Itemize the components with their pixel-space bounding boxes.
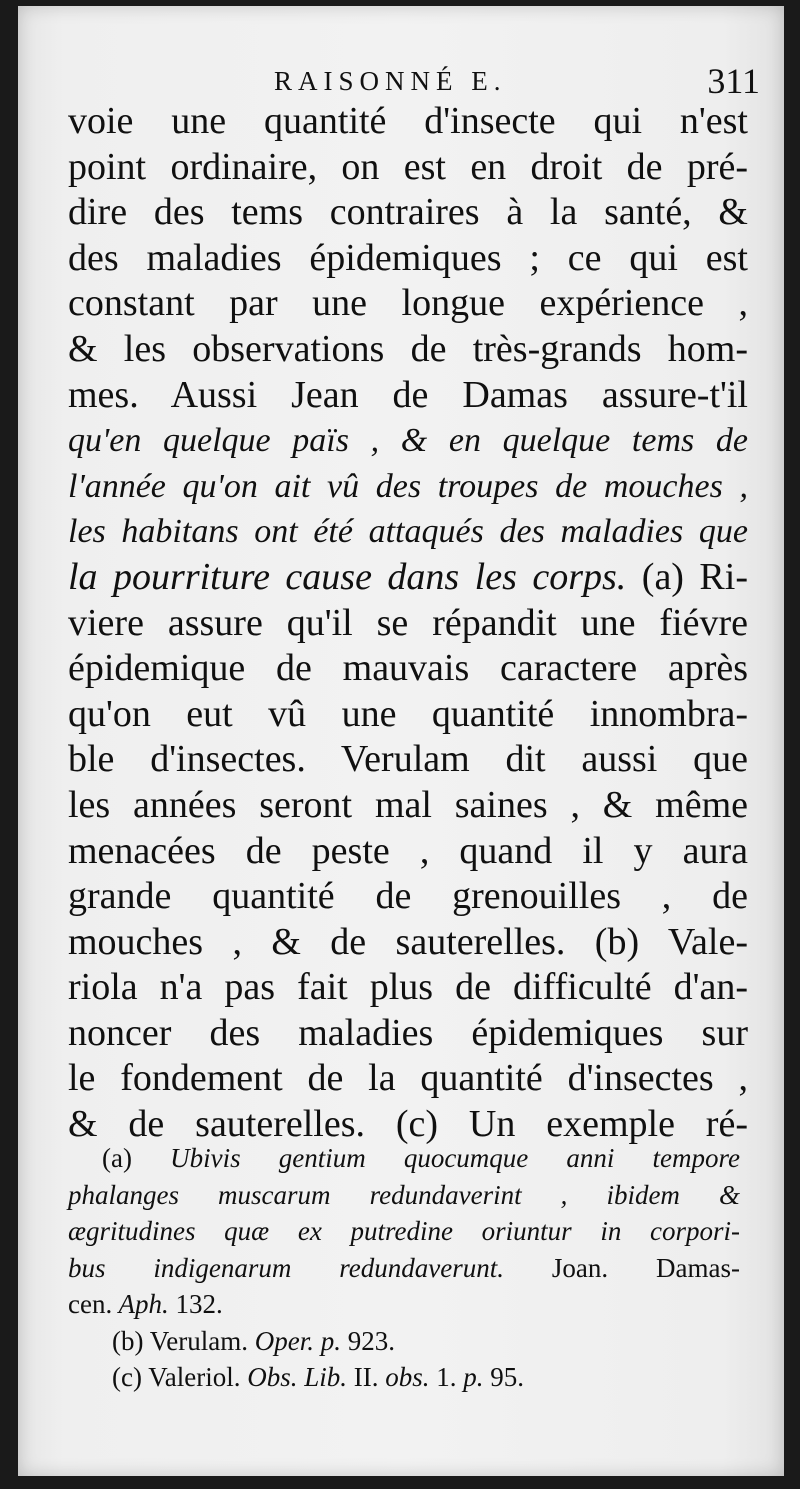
footnote-b-author: (b) Verulam. (112, 1325, 248, 1356)
page-number: 311 (707, 61, 760, 101)
text-line: mes. Aussi Jean de Damas assure-t'il (68, 373, 748, 416)
text-line: & de sauterelles. (c) Un exemple ré- (68, 1103, 748, 1146)
text-line: point ordinaire, on est en droit de pré- (68, 145, 748, 188)
footnote-a-line (68, 1250, 740, 1287)
quote-end: la pourriture cause dans les corps. (68, 555, 627, 598)
text-line: mouches , & de sauterelles. (b) Vale- (68, 920, 748, 963)
footnote-a-line (68, 1140, 740, 1177)
footnote-a-text: Ubivis gentium quocumque anni tempore (170, 1143, 741, 1173)
text-line-italic: l'année qu'on ait vû des troupes de mouches , (68, 467, 748, 505)
text-line: voie une quantité d'insecte qui n'est (68, 100, 748, 142)
text-line: dire des tems contraires à la santé, & (68, 191, 748, 234)
text-line: & les observations de très-grands hom- (68, 327, 748, 370)
footnote-a-italic: bus indigenarum redundaverunt. (68, 1252, 504, 1283)
text-line-mixed (68, 555, 748, 601)
footnote-a-author-end: cen. (68, 1289, 113, 1319)
footnote-a-line (68, 1286, 740, 1323)
main-text (68, 99, 748, 1148)
running-head: RAISONNÉ E. (274, 66, 507, 96)
text-line: constant par une longue expérience , (68, 282, 748, 325)
footnote-c-page: 95. (483, 1362, 524, 1392)
footnote-a-line: ægritudines quæ ex putredine oriuntur in corpori- (68, 1216, 740, 1246)
text-line: le fondement de la quantité d'insectes , (68, 1057, 748, 1100)
text-line: des maladies épidemiques ; ce qui est (68, 236, 748, 279)
text-line-italic: qu'en quelque païs , & en quelque tems de (68, 422, 748, 460)
footnote-c (68, 1359, 740, 1396)
footnote-c-work: Obs. Lib. (240, 1362, 347, 1392)
footnote-a-author: Joan. Damas- (504, 1252, 740, 1283)
text-line: grande quantité de grenouilles , de (68, 875, 748, 918)
text-line: épidemique de mauvais caractere après (68, 647, 748, 690)
footnote-c-obs: obs. (378, 1362, 430, 1392)
footnotes (68, 1140, 740, 1396)
footnote-c-obs-num: 1. (429, 1362, 457, 1392)
text-line: noncer des maladies épidemiques sur (68, 1011, 748, 1054)
text-line: riola n'a pas fait plus de difficulté d'an- (68, 966, 748, 1009)
footnote-a-line: phalanges muscarum redundaverint , ibidem & (68, 1179, 740, 1210)
footnote-a-num: 132. (168, 1289, 223, 1319)
footnote-marker-a: (a) (102, 1143, 132, 1173)
footnote-b-work: Oper. p. (247, 1325, 341, 1356)
footnote-b-page: 923. (340, 1325, 395, 1356)
footnote-ref-a: (a) Ri- (626, 555, 748, 598)
text-line: les années seront mal saines , & même (68, 783, 748, 826)
footnote-b (68, 1323, 740, 1360)
footnote-c-p: p. (456, 1362, 484, 1392)
footnote-a-aph: Aph. (112, 1289, 169, 1319)
text-line: menacées de peste , quand il y aura (68, 829, 748, 872)
text-line: viere assure qu'il se répandit une fiévre (68, 601, 748, 644)
text-line-italic: les habitans ont été attaqués des maladies que (68, 513, 748, 551)
text-line: ble d'insectes. Verulam dit aussi que (68, 738, 748, 781)
footnote-c-author: (c) Valeriol. (112, 1362, 241, 1392)
footnote-c-book: II. (346, 1362, 379, 1392)
text-line: qu'on eut vû une quantité innombra- (68, 692, 748, 735)
